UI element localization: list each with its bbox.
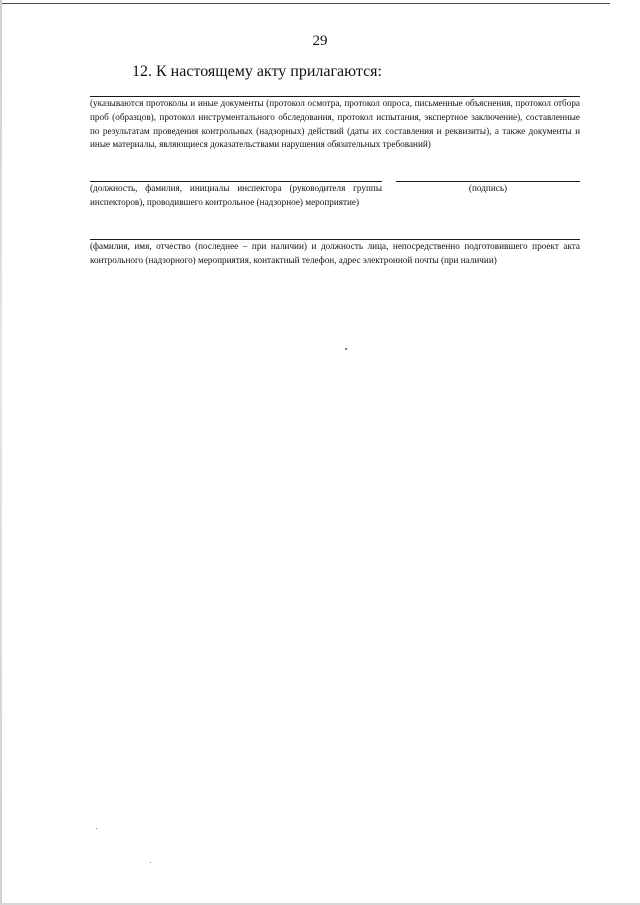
scan-speck	[345, 348, 347, 350]
signature-caption: (подпись)	[468, 183, 508, 193]
scan-left-edge	[0, 0, 2, 905]
scan-speck	[150, 862, 151, 863]
preparer-caption: (фамилия, имя, отчество (последнее – при наличии) и должность лица, непосредственно подготовившего проект акта контрольного (надзорного) мероприятия, контактный телефон, адрес электронной почты (при наличии)	[90, 241, 580, 265]
section-heading: 12. К настоящему акту прилагаются:	[132, 63, 382, 80]
attachments-caption: (указываются протоколы и иные документы (протокол осмотра, протокол опроса, письменные объяснения, протокол отбора проб (образцов), протокол инструментального обследования, протокол испытания, экспертное заключение), составленные по результатам проведения контрольных (надзорных) действий (даты их составления и реквизиты), а также документы и иные материалы, являющиеся доказательствами нарушения обязательных требований)	[90, 98, 580, 150]
page-number: 29	[312, 33, 328, 49]
inspector-caption: (должность, фамилия, инициалы инспектора (руководителя группы инспекторов), проводившего контрольное (надзорное) мероприятие)	[90, 183, 382, 207]
scan-speck	[96, 828, 97, 829]
scan-top-line	[0, 3, 610, 4]
